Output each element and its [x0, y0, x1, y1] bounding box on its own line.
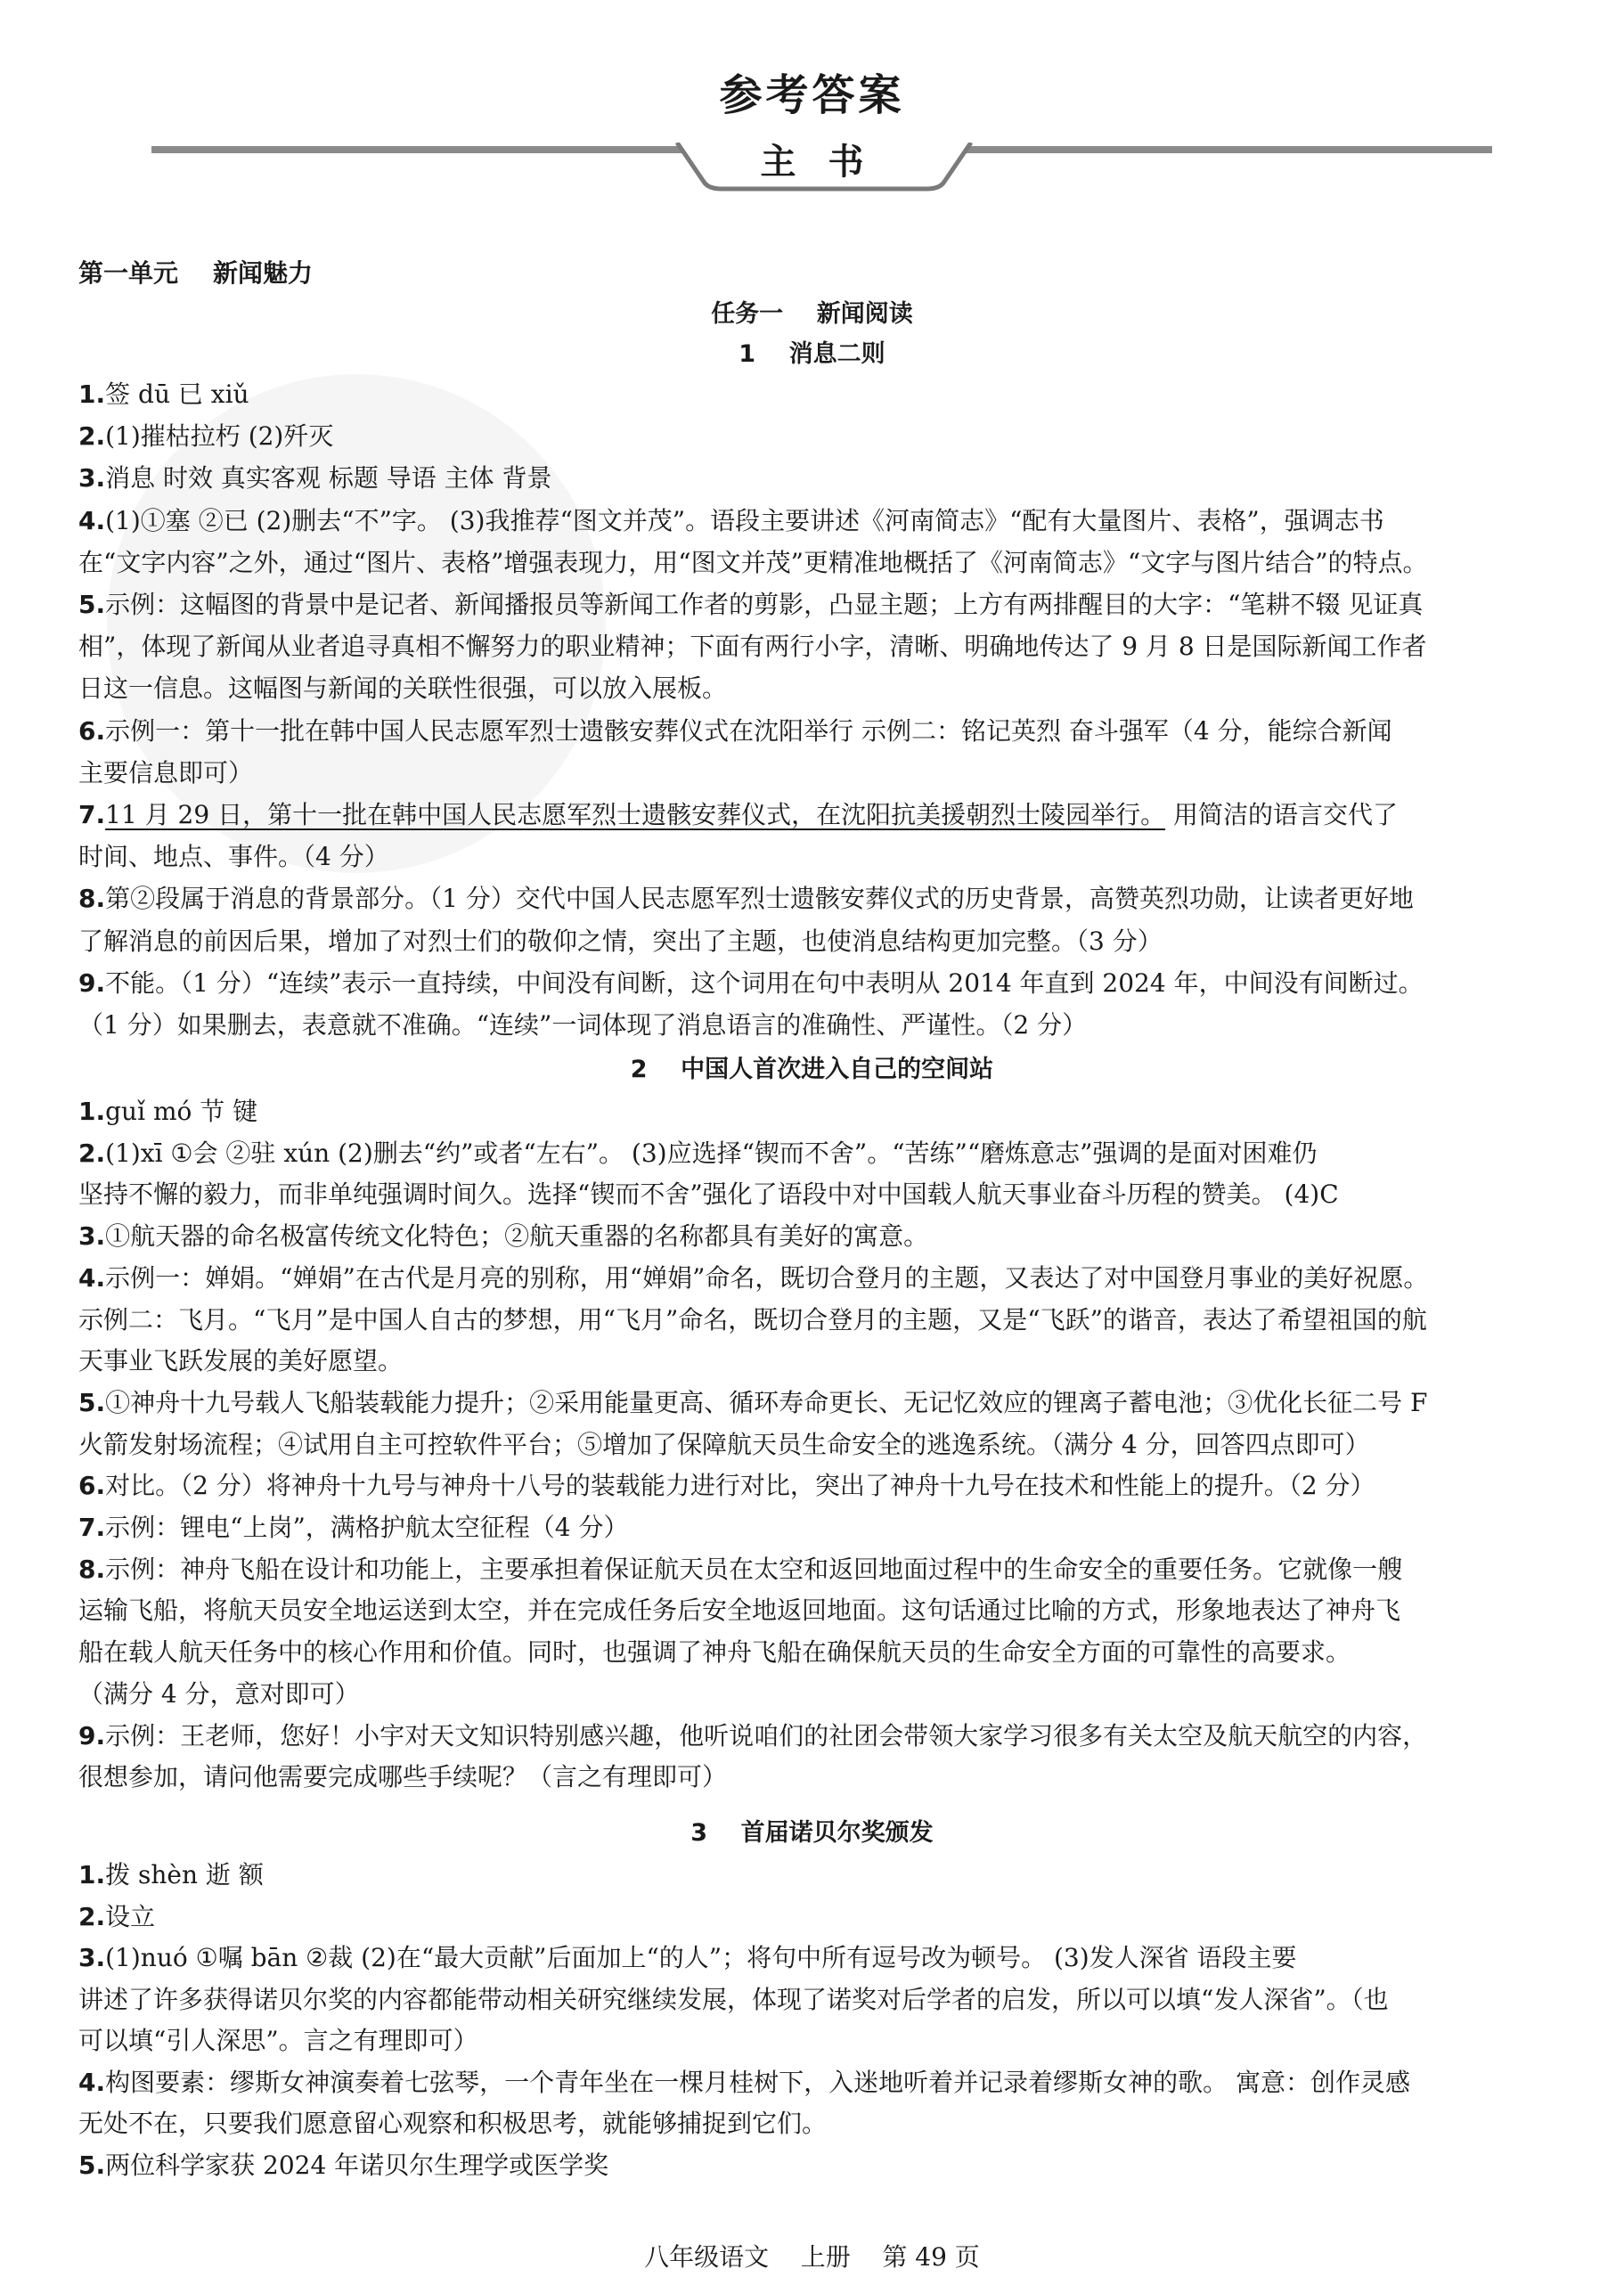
answer-text: 讲述了许多获得诺贝尔奖的内容都能带动相关研究继续发展，体现了诺奖对后学者的启发，所以可以填“发人深省”。（也: [78, 1984, 1389, 2014]
answer-line: [78, 1174, 1584, 1215]
answer-line: [78, 837, 1584, 877]
answer-text: guǐ mó 节 键: [105, 1097, 258, 1126]
answer-text: ①神舟十九号载人飞船装载能力提升；②采用能量更高、循环寿命更长、无记忆效应的锂离子蓄电池；③优化长征二号 F: [105, 1387, 1428, 1417]
question-number: 6.: [78, 715, 106, 746]
answer-line: [78, 795, 1584, 836]
answer-text: 签 dū 已 xiǔ: [105, 380, 249, 409]
answer-text: 很想参加，请问他需要完成哪些手续呢？（言之有理即可）: [78, 1762, 728, 1792]
answer-line: [78, 1341, 1584, 1382]
answer-line: [78, 1091, 1584, 1132]
answer-text: 主要信息即可）: [78, 757, 254, 788]
answer-line: [78, 1938, 1584, 1979]
page-footer: 八年级语文 上册 第 49 页: [644, 2242, 980, 2272]
answer-line: [78, 753, 1584, 794]
answer-text: 对比。（2 分）将神舟十九号与神舟十八号的装载能力进行对比，突出了神舟十九号在技术和性能上的提升。（2 分）: [105, 1471, 1375, 1501]
answer-text: 相”，体现了新闻从业者追寻真相不懈努力的职业精神；下面有两行小字，清晰、明确地传达了 9 月 8 日是国际新闻工作者: [78, 632, 1427, 662]
answer-line: [78, 1465, 1584, 1506]
answer-line: [78, 584, 1584, 625]
answer-line: [78, 1216, 1584, 1257]
answer-line: [78, 1507, 1584, 1548]
question-number: 9.: [78, 967, 106, 998]
section-heading-1: 1 消息二则: [739, 340, 885, 368]
question-number: 5.: [78, 1387, 106, 1417]
answer-line: [78, 1258, 1584, 1299]
unit-heading: 第一单元 新闻魅力: [78, 258, 313, 288]
answer-text: 拨 shèn 逝 额: [105, 1860, 264, 1889]
question-number: 8.: [78, 884, 106, 914]
answer-line: [78, 1300, 1584, 1341]
question-number: 4.: [78, 505, 106, 535]
question-number: 4.: [78, 1262, 106, 1293]
answer-text: 天事业飞跃发展的美好愿望。: [78, 1346, 404, 1376]
answer-line: [78, 416, 1584, 457]
answer-line: [78, 711, 1584, 752]
answer-text: 可以填“引人深思”。言之有理即可）: [78, 2026, 478, 2055]
band-label: 主书: [760, 142, 896, 183]
answer-line: [78, 2103, 1584, 2144]
section-heading-3: 3 首届诺贝尔奖颁发: [690, 1819, 934, 1847]
answer-line: [78, 1549, 1584, 1590]
answer-text: 示例：王老师，您好！小宇对天文知识特别感兴趣，他听说咱们的社团会带领大家学习很多有关太空及航天航空的内容，: [105, 1720, 1428, 1751]
answer-text: 无处不在，只要我们愿意留心观察和积极思考，就能够捕捉到它们。: [78, 2109, 828, 2138]
answer-line: [78, 1133, 1584, 1174]
answer-text: 示例二：飞月。“飞月”是中国人自古的梦想，用“飞月”命名，既切合登月的主题，又是“飞跃”的谐音，表达了希望祖国的航: [78, 1304, 1427, 1334]
question-number: 1.: [78, 1097, 106, 1126]
answer-line: [78, 1855, 1584, 1896]
answer-text: 11 月 29 日，第十一批在韩中国人民志愿军烈士遗骸安葬仪式，在沈阳抗美援朝烈士陵园举行。: [105, 800, 1166, 829]
answer-text: 消息 时效 真实客观 标题 导语 主体 背景: [105, 463, 552, 494]
answer-line: [78, 1979, 1584, 2020]
answer-text: 示例：锂电“上岗”，满格护航太空征程（4 分）: [105, 1513, 629, 1542]
question-number: 7.: [78, 1513, 106, 1542]
answer-line: [78, 543, 1584, 584]
answer-text: 示例一：第十一批在韩中国人民志愿军烈士遗骸安葬仪式在沈阳举行 示例二：铭记英烈 奋斗强军（4 分，能综合新闻: [105, 715, 1392, 746]
answer-text: 时间、地点、事件。（4 分）: [78, 842, 389, 872]
answer-text: 示例一：婵娟。“婵娟”在古代是月亮的别称，用“婵娟”命名，既切合登月的主题，又表达了对中国登月事业的美好祝愿。: [105, 1262, 1429, 1293]
answer-line: [78, 1674, 1584, 1715]
answer-line: [78, 1716, 1584, 1757]
answer-text: (1)摧枯拉朽 (2)歼灭: [105, 421, 334, 452]
question-number: 4.: [78, 2067, 106, 2097]
answer-text: （满分 4 分，意对即可）: [78, 1678, 360, 1709]
answer-text: 第②段属于消息的背景部分。（1 分）交代中国人民志愿军烈士遗骸安葬仪式的历史背景，高赞英烈功勋，让读者更好地: [105, 884, 1414, 914]
question-number: 6.: [78, 1471, 106, 1501]
answer-line: [78, 1757, 1584, 1798]
answer-text-continued: 用简洁的语言交代了: [1165, 800, 1398, 829]
question-number: 8.: [78, 1554, 106, 1584]
question-number: 3.: [78, 463, 106, 494]
answer-text: ①航天器的命名极富传统文化特色；②航天重器的名称都具有美好的寓意。: [105, 1221, 929, 1252]
answer-text: (1)①塞 ②已 (2)删去“不”字。 (3)我推荐“图文并茂”。语段主要讲述《河南简志》“配有大量图片、表格”，强调志书: [105, 505, 1384, 535]
answer-text: （1 分）如果删去，表意就不准确。“连续”一词体现了消息语言的准确性、严谨性。（2 分）: [78, 1010, 1088, 1040]
page-title: 参考答案: [719, 70, 905, 120]
answer-text: 火箭发射场流程；④试用自主可控软件平台；⑤增加了保障航天员生命安全的逃逸系统。（满分 4 分，回答四点即可）: [78, 1429, 1370, 1459]
answer-text: 船在载人航天任务中的核心作用和价值。同时，也强调了神舟飞船在确保航天员的生命安全方面的可靠性的高要求。: [78, 1637, 1351, 1668]
answer-line: [78, 963, 1584, 1004]
question-number: 5.: [78, 590, 106, 619]
answer-line: [78, 1005, 1584, 1046]
question-number: 2.: [78, 421, 106, 452]
answer-text: (1)nuó ①嘱 bān ②裁 (2)在“最大贡献”后面加上“的人”；将句中所有逗号改为顿号。 (3)发人深省 语段主要: [105, 1943, 1297, 1972]
answer-line: [78, 458, 1584, 499]
answer-line: [78, 668, 1584, 709]
answer-line: [78, 2062, 1584, 2103]
answer-line: [78, 501, 1584, 542]
answer-line: [78, 921, 1584, 962]
answer-line: [78, 1590, 1584, 1631]
answer-line: [78, 2020, 1584, 2061]
question-number: 2.: [78, 1901, 106, 1931]
answer-text: 了解消息的前因后果，增加了对烈士们的敬仰之情，突出了主题，也使消息结构更加完整。（3 分）: [78, 926, 1163, 956]
answer-text: 构图要素：缪斯女神演奏着七弦琴，一个青年坐在一棵月桂树下，入迷地听着并记录着缪斯女神的歌。 寓意：创作灵感: [105, 2067, 1411, 2097]
answer-line: [78, 626, 1584, 667]
answer-line: [78, 878, 1584, 919]
answer-text: 示例：这幅图的背景中是记者、新闻播报员等新闻工作者的剪影，凸显主题；上方有两排醒目的大字：“笔耕不辍 见证真: [105, 590, 1424, 619]
question-number: 9.: [78, 1720, 106, 1751]
answer-line: [78, 1383, 1584, 1424]
question-number: 1.: [78, 1860, 106, 1889]
answer-line: [78, 1897, 1584, 1938]
question-number: 3.: [78, 1943, 106, 1972]
answer-text: 示例：神舟飞船在设计和功能上，主要承担着保证航天员在太空和返回地面过程中的生命安全的重要任务。它就像一艘: [105, 1554, 1403, 1584]
answer-text: 不能。（1 分）“连续”表示一直持续，中间没有间断，这个词用在句中表明从 2014 年直到 2024 年，中间没有间断过。: [105, 967, 1424, 998]
question-number: 5.: [78, 2150, 106, 2180]
answer-line: [78, 1632, 1584, 1673]
answer-text: 运输飞船，将航天员安全地运送到太空，并在完成任务后安全地返回地面。这句话通过比喻的方式，形象地表达了神舟飞: [78, 1596, 1401, 1626]
question-number: 2.: [78, 1138, 106, 1168]
answer-text: 日这一信息。这幅图与新闻的关联性很强，可以放入展板。: [78, 673, 728, 704]
answer-line: [78, 374, 1584, 415]
question-number: 7.: [78, 800, 106, 829]
question-number: 3.: [78, 1221, 106, 1252]
answer-line: [78, 2145, 1584, 2186]
answer-text: 两位科学家获 2024 年诺贝尔生理学或医学奖: [105, 2150, 609, 2180]
answer-line: [78, 1424, 1584, 1465]
answer-text: 坚持不懈的毅力，而非单纯强调时间久。选择“锲而不舍”强化了语段中对中国载人航天事业奋斗历程的赞美。 (4)C: [78, 1179, 1339, 1210]
task-heading: 任务一 新闻阅读: [711, 300, 913, 328]
question-number: 1.: [78, 380, 106, 409]
answer-text: (1)xī ①会 ②驻 xún (2)删去“约”或者“左右”。 (3)应选择“锲而不舍”。“苦练”“磨炼意志”强调的是面对困难仍: [105, 1138, 1318, 1168]
answer-text: 在“文字内容”之外，通过“图片、表格”增强表现力，用“图文并茂”更精准地概括了《河南简志》“文字与图片结合”的特点。: [78, 547, 1428, 577]
section-heading-2: 2 中国人首次进入自己的空间站: [630, 1056, 994, 1083]
answer-text: 设立: [105, 1901, 156, 1931]
